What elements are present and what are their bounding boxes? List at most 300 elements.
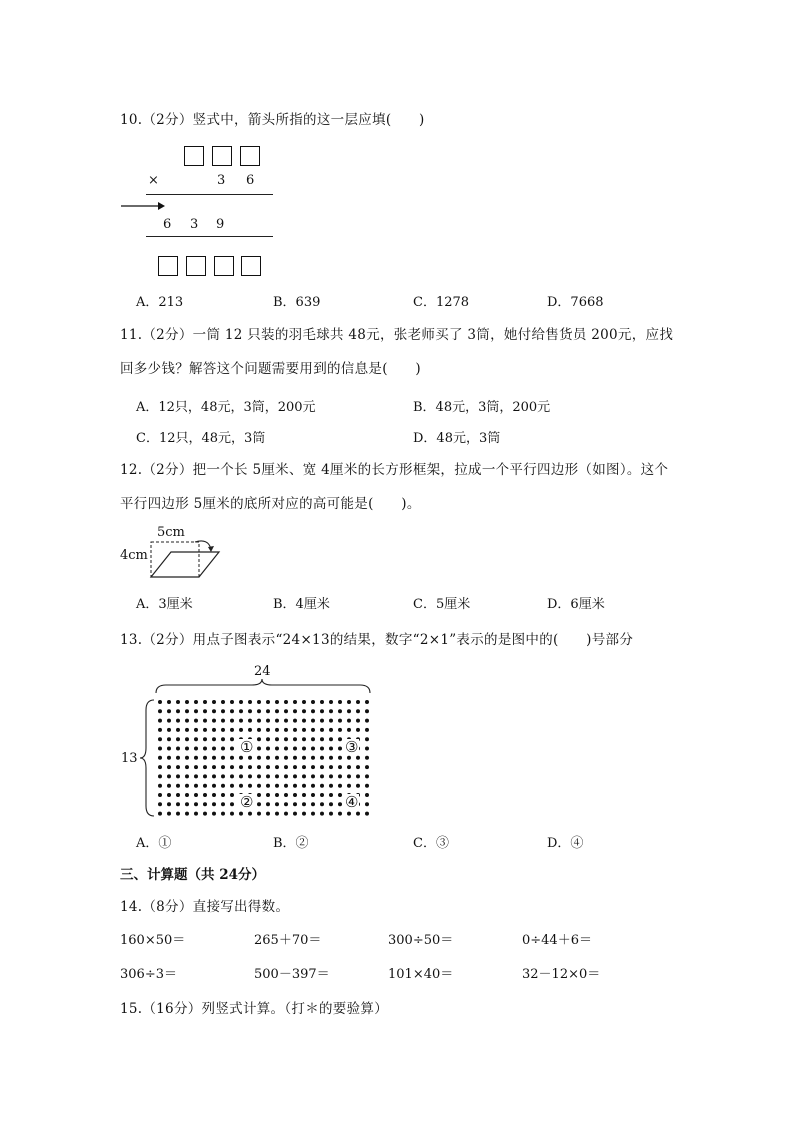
dot xyxy=(221,728,225,732)
dot xyxy=(275,784,279,788)
dot xyxy=(194,765,198,769)
option-d[interactable]: D．④ xyxy=(547,836,584,851)
dot xyxy=(302,700,306,704)
dot xyxy=(266,756,270,760)
dot xyxy=(275,747,279,751)
dot xyxy=(167,747,171,751)
dot xyxy=(167,737,171,741)
rule-line xyxy=(146,236,273,237)
dot xyxy=(185,728,189,732)
option-c[interactable]: C．③ xyxy=(413,836,449,851)
dot xyxy=(338,756,342,760)
dot xyxy=(320,728,324,732)
dot xyxy=(338,802,342,806)
dot xyxy=(347,765,351,769)
dot xyxy=(320,719,324,723)
dot xyxy=(230,728,234,732)
dot xyxy=(230,802,234,806)
dot xyxy=(293,756,297,760)
dot xyxy=(212,747,216,751)
dot xyxy=(275,765,279,769)
dot xyxy=(293,737,297,741)
dot xyxy=(167,812,171,816)
dot xyxy=(230,737,234,741)
q14-stem: 14.（8分）直接写出得数。 xyxy=(120,899,290,915)
dot xyxy=(212,793,216,797)
dot xyxy=(203,812,207,816)
dot xyxy=(230,784,234,788)
region-mark-1: ① xyxy=(240,738,254,756)
dot xyxy=(167,719,171,723)
dot xyxy=(302,812,306,816)
dot xyxy=(302,709,306,713)
dot xyxy=(239,728,243,732)
dot xyxy=(275,812,279,816)
dot xyxy=(293,747,297,751)
dot xyxy=(158,737,162,741)
dot xyxy=(365,802,369,806)
option-a[interactable]: A．3厘米 xyxy=(136,597,193,612)
dot xyxy=(212,812,216,816)
region-mark-4: ④ xyxy=(345,793,359,811)
dot xyxy=(311,728,315,732)
partial-digit: 3 xyxy=(190,217,199,232)
dot xyxy=(185,700,189,704)
dot xyxy=(266,774,270,778)
dot xyxy=(266,700,270,704)
dot xyxy=(239,719,243,723)
dot xyxy=(311,802,315,806)
dot xyxy=(239,756,243,760)
dot xyxy=(284,728,288,732)
dot xyxy=(329,784,333,788)
dot xyxy=(284,709,288,713)
dot xyxy=(320,784,324,788)
dot xyxy=(212,728,216,732)
dot xyxy=(185,719,189,723)
dot xyxy=(329,747,333,751)
dot xyxy=(203,728,207,732)
dot xyxy=(293,812,297,816)
dot xyxy=(284,812,288,816)
arrow-right-icon xyxy=(120,199,166,213)
option-c[interactable]: C．12只，48元，3筒 xyxy=(136,431,266,446)
dot xyxy=(194,802,198,806)
option-a[interactable]: A．213 xyxy=(136,295,184,310)
dot xyxy=(194,784,198,788)
dot xyxy=(239,700,243,704)
dot xyxy=(284,802,288,806)
dot xyxy=(284,700,288,704)
dot xyxy=(284,747,288,751)
calc-item: 0÷44＋6＝ xyxy=(522,933,592,948)
dot xyxy=(365,747,369,751)
dot xyxy=(194,756,198,760)
dot xyxy=(194,793,198,797)
dot xyxy=(329,737,333,741)
dot xyxy=(275,719,279,723)
calc-item: 160×50＝ xyxy=(120,933,186,948)
dot xyxy=(347,719,351,723)
option-c[interactable]: C．1278 xyxy=(413,295,470,310)
dot xyxy=(185,756,189,760)
dot xyxy=(365,765,369,769)
dot xyxy=(176,700,180,704)
dot xyxy=(167,793,171,797)
dot xyxy=(275,709,279,713)
dot xyxy=(320,802,324,806)
dot xyxy=(293,765,297,769)
dot xyxy=(338,747,342,751)
dot xyxy=(338,737,342,741)
dot xyxy=(176,784,180,788)
dot xyxy=(158,747,162,751)
dot xyxy=(293,774,297,778)
region-mark-2: ② xyxy=(240,793,254,811)
dot xyxy=(212,737,216,741)
dot xyxy=(221,709,225,713)
top-brace xyxy=(154,677,374,695)
calc-item: 265＋70＝ xyxy=(254,933,322,948)
dot xyxy=(266,784,270,788)
answer-box[interactable] xyxy=(212,146,232,166)
q11-stem-line1: 11.（2分）一筒 12 只装的羽毛球共 48元，张老师买了 3筒，她付给售货员 200元，应找 xyxy=(120,327,674,343)
parallelogram-diagram xyxy=(148,534,224,580)
dot xyxy=(329,774,333,778)
dot xyxy=(302,756,306,760)
dot xyxy=(194,728,198,732)
section-title: 三、计算题（共 24分） xyxy=(120,867,265,883)
dot xyxy=(158,765,162,769)
dot xyxy=(230,765,234,769)
dot xyxy=(176,774,180,778)
option-a[interactable]: A．12只，48元，3筒，200元 xyxy=(136,400,316,415)
dot xyxy=(329,709,333,713)
dot xyxy=(194,812,198,816)
dot xyxy=(320,747,324,751)
dot xyxy=(329,700,333,704)
dot xyxy=(230,756,234,760)
dot xyxy=(212,774,216,778)
dot xyxy=(257,719,261,723)
dot xyxy=(302,719,306,723)
dot xyxy=(320,700,324,704)
dot xyxy=(248,774,252,778)
dot xyxy=(347,812,351,816)
dot xyxy=(212,709,216,713)
dot xyxy=(167,709,171,713)
dot xyxy=(167,728,171,732)
dot xyxy=(167,700,171,704)
result-box[interactable] xyxy=(186,256,206,276)
answer-box[interactable] xyxy=(184,146,204,166)
q15-stem: 15.（16分）列竖式计算。（打＊的要验算） xyxy=(120,1001,388,1017)
dot xyxy=(302,747,306,751)
dot xyxy=(257,728,261,732)
dot xyxy=(275,802,279,806)
dot xyxy=(356,728,360,732)
dot xyxy=(275,700,279,704)
dot xyxy=(338,774,342,778)
dot xyxy=(158,793,162,797)
dot xyxy=(284,774,288,778)
option-c[interactable]: C．5厘米 xyxy=(413,597,471,612)
dot xyxy=(176,728,180,732)
dot xyxy=(230,709,234,713)
dot xyxy=(158,802,162,806)
dot xyxy=(320,765,324,769)
dot xyxy=(257,737,261,741)
dot xyxy=(311,747,315,751)
dot xyxy=(185,765,189,769)
dot xyxy=(230,700,234,704)
dot xyxy=(230,747,234,751)
option-d[interactable]: D．7668 xyxy=(547,295,604,310)
dot xyxy=(311,784,315,788)
rule-line xyxy=(146,194,273,195)
dot xyxy=(167,774,171,778)
dot xyxy=(203,719,207,723)
calc-item: 500－397＝ xyxy=(254,967,330,982)
dot xyxy=(266,793,270,797)
dot xyxy=(347,700,351,704)
dot xyxy=(365,793,369,797)
answer-box[interactable] xyxy=(240,146,260,166)
dot xyxy=(185,709,189,713)
width-label: 24 xyxy=(254,664,271,679)
dot xyxy=(158,756,162,760)
dot xyxy=(158,700,162,704)
dot xyxy=(203,747,207,751)
dot xyxy=(257,709,261,713)
q12-stem-line2: 平行四边形 5厘米的底所对应的高可能是( )。 xyxy=(120,496,421,512)
dot xyxy=(185,812,189,816)
option-b[interactable]: B．639 xyxy=(273,295,321,310)
dot xyxy=(329,793,333,797)
dot xyxy=(176,756,180,760)
option-d[interactable]: D．6厘米 xyxy=(547,597,605,612)
dot xyxy=(194,719,198,723)
dot xyxy=(203,774,207,778)
dot xyxy=(347,784,351,788)
dot xyxy=(212,765,216,769)
dot xyxy=(221,784,225,788)
dot xyxy=(356,765,360,769)
dot xyxy=(356,774,360,778)
dot xyxy=(284,765,288,769)
dot xyxy=(329,719,333,723)
calc-item: 306÷3＝ xyxy=(120,967,177,982)
dot xyxy=(194,709,198,713)
dot xyxy=(176,719,180,723)
dot xyxy=(266,709,270,713)
dot xyxy=(320,737,324,741)
dot xyxy=(302,784,306,788)
dot xyxy=(167,765,171,769)
dot xyxy=(248,765,252,769)
dot xyxy=(158,728,162,732)
dot xyxy=(239,765,243,769)
dot xyxy=(275,737,279,741)
dot xyxy=(347,728,351,732)
dot xyxy=(212,784,216,788)
dot xyxy=(311,700,315,704)
dot xyxy=(311,756,315,760)
times-sign: × xyxy=(148,173,159,188)
dot xyxy=(293,719,297,723)
q11-stem-line2: 回多少钱？解答这个问题需要用到的信息是( ) xyxy=(120,361,421,377)
dot xyxy=(293,709,297,713)
dot xyxy=(239,784,243,788)
dot xyxy=(257,765,261,769)
multiplier-digit: 6 xyxy=(246,173,255,188)
dot xyxy=(320,709,324,713)
dot xyxy=(176,765,180,769)
dot xyxy=(329,812,333,816)
dot xyxy=(248,812,252,816)
dot xyxy=(158,784,162,788)
dot xyxy=(203,756,207,760)
dot xyxy=(167,802,171,806)
dot xyxy=(266,747,270,751)
dot xyxy=(257,802,261,806)
dot xyxy=(311,774,315,778)
dot xyxy=(221,747,225,751)
dot xyxy=(365,700,369,704)
dot xyxy=(158,812,162,816)
dot xyxy=(167,784,171,788)
dot xyxy=(176,812,180,816)
dot xyxy=(203,793,207,797)
dot xyxy=(284,719,288,723)
dot xyxy=(185,802,189,806)
region-mark-3: ③ xyxy=(345,738,359,756)
dot xyxy=(275,774,279,778)
dot xyxy=(176,709,180,713)
dot xyxy=(365,709,369,713)
option-a[interactable]: A．① xyxy=(136,836,172,851)
dot xyxy=(158,709,162,713)
dot xyxy=(311,765,315,769)
dot xyxy=(284,756,288,760)
dot xyxy=(320,793,324,797)
dot xyxy=(221,719,225,723)
dot xyxy=(320,756,324,760)
dot xyxy=(302,774,306,778)
dot xyxy=(185,784,189,788)
dot xyxy=(356,756,360,760)
dot xyxy=(194,747,198,751)
dot xyxy=(302,793,306,797)
dot xyxy=(338,728,342,732)
dot-grid xyxy=(155,696,375,820)
result-box[interactable] xyxy=(241,256,261,276)
dot xyxy=(230,793,234,797)
dot xyxy=(365,812,369,816)
dot xyxy=(275,728,279,732)
dot xyxy=(329,756,333,760)
dot xyxy=(212,802,216,806)
dot xyxy=(203,784,207,788)
dot xyxy=(176,737,180,741)
calc-item: 101×40＝ xyxy=(388,967,454,982)
dot xyxy=(221,812,225,816)
dot xyxy=(203,700,207,704)
dot xyxy=(329,728,333,732)
dot xyxy=(194,700,198,704)
dot xyxy=(311,812,315,816)
dot xyxy=(293,728,297,732)
dot xyxy=(275,756,279,760)
dot xyxy=(338,709,342,713)
option-b[interactable]: B．4厘米 xyxy=(273,597,330,612)
result-box[interactable] xyxy=(214,256,234,276)
dot xyxy=(356,719,360,723)
dot xyxy=(302,765,306,769)
dot xyxy=(248,728,252,732)
dot xyxy=(311,793,315,797)
dot xyxy=(338,765,342,769)
dot xyxy=(311,719,315,723)
dot xyxy=(221,700,225,704)
dot xyxy=(203,709,207,713)
dot xyxy=(329,802,333,806)
dot xyxy=(239,709,243,713)
dot xyxy=(347,709,351,713)
dot xyxy=(338,793,342,797)
dot xyxy=(293,700,297,704)
length-label: 5cm xyxy=(157,525,185,540)
dot xyxy=(266,802,270,806)
dot xyxy=(302,728,306,732)
dot xyxy=(347,756,351,760)
dot xyxy=(248,756,252,760)
dot xyxy=(365,774,369,778)
dot xyxy=(257,793,261,797)
dot xyxy=(329,765,333,769)
dot xyxy=(230,719,234,723)
dot xyxy=(311,737,315,741)
dot xyxy=(365,719,369,723)
dot xyxy=(356,784,360,788)
dot xyxy=(212,756,216,760)
option-b[interactable]: B．② xyxy=(273,836,309,851)
left-brace xyxy=(138,698,156,818)
dot xyxy=(266,719,270,723)
result-box[interactable] xyxy=(158,256,178,276)
dot xyxy=(230,812,234,816)
dot xyxy=(230,774,234,778)
dot xyxy=(302,802,306,806)
dot xyxy=(293,784,297,788)
option-b[interactable]: B．48元，3筒，200元 xyxy=(413,400,551,415)
dot xyxy=(203,802,207,806)
dot xyxy=(194,774,198,778)
dot xyxy=(302,737,306,741)
dot xyxy=(221,765,225,769)
dot xyxy=(257,700,261,704)
dot xyxy=(275,793,279,797)
dot xyxy=(239,812,243,816)
dot xyxy=(266,812,270,816)
dot xyxy=(293,793,297,797)
dot xyxy=(212,719,216,723)
dot xyxy=(356,812,360,816)
dot xyxy=(185,737,189,741)
option-d[interactable]: D．48元，3筒 xyxy=(413,431,501,446)
dot xyxy=(311,709,315,713)
dot xyxy=(257,784,261,788)
